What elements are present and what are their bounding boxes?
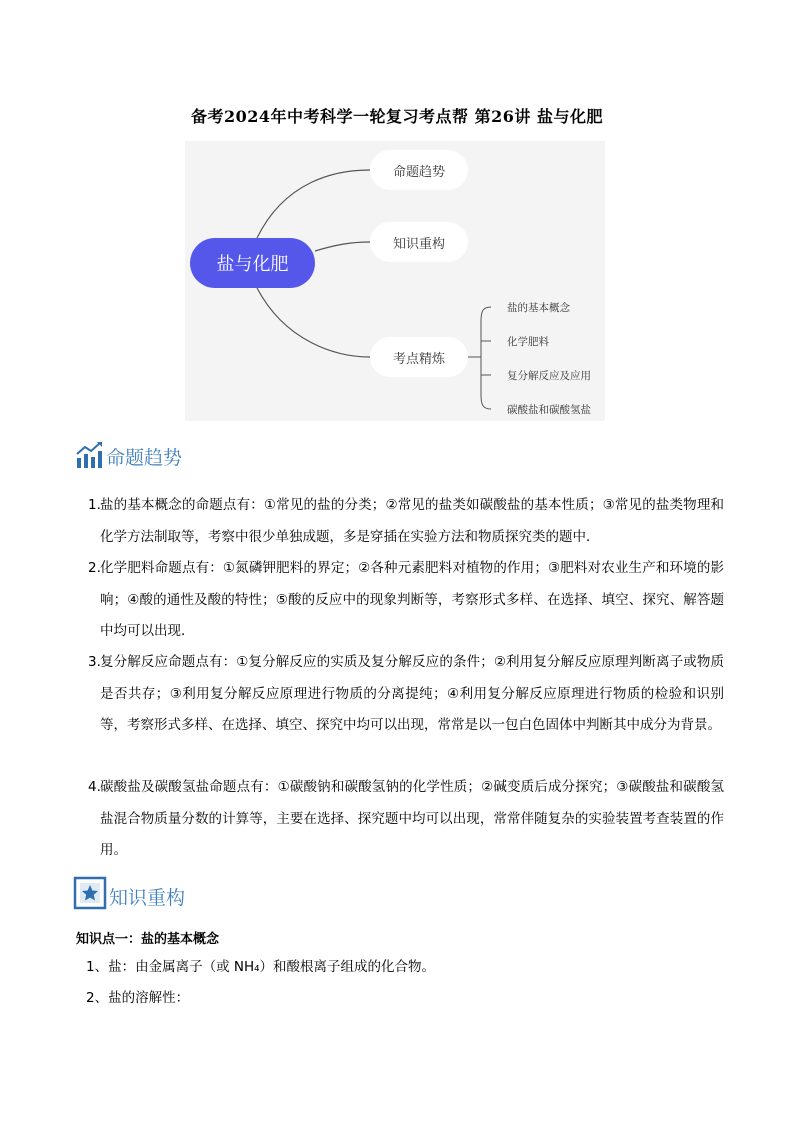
mind-map-branch-knowledge: 知识重构 [370, 222, 468, 262]
mind-map-leaf: 复分解反应及应用 [507, 370, 591, 382]
trend-item-number: 4. [88, 779, 101, 795]
chart-trend-icon [74, 440, 104, 470]
knowledge-line: 1、盐：由金属离子（或 NH₄）和酸根离子组成的化合物。 [86, 959, 436, 975]
trend-item-text: 化学肥料命题点有：①氮磷钾肥料的界定；②各种元素肥料对植物的作用；③肥料对农业生产和环境的影响；④酸的通性及酸的特性；⑤酸的反应中的现象判断等，考察形式多样、在选择、填空、探究、解答题中均可以出现． [100, 560, 724, 639]
star-document-icon [73, 876, 107, 910]
mind-map-leaf: 化学肥料 [507, 336, 549, 348]
trend-item [88, 772, 724, 867]
page-title: 备考2024年中考科学一轮复习考点帮 第26讲 盐与化肥 [191, 107, 603, 126]
knowledge-point-title: 知识点一：盐的基本概念 [76, 932, 220, 947]
trend-item [88, 647, 724, 742]
section-heading-label: 命题趋势 [106, 447, 183, 469]
mind-map-center: 盐与化肥 [190, 238, 315, 288]
trend-item-text: 碳酸盐及碳酸氢盐命题点有：①碳酸钠和碳酸氢钠的化学性质；②碱变质后成分探究；③碳酸盐和碳酸氢盐混合物质量分数的计算等，主要在选择、探究题中均可以出现，常常伴随复杂的实验装置考查装置的作用。 [100, 779, 724, 858]
section-heading-label: 知识重构 [109, 887, 186, 909]
trend-item-number: 2. [88, 560, 101, 576]
trend-item-text: 复分解反应命题点有：①复分解反应的实质及复分解反应的条件；②利用复分解反应原理判断离子或物质是否共存；③利用复分解反应原理进行物质的分离提纯；④利用复分解反应原理进行物质的检验和识别等，考察形式多样、在选择、填空、探究中均可以出现，常常是以一包白色固体中判断其中成分为背景。 [100, 654, 724, 733]
mind-map-branch-trend: 命题趋势 [370, 150, 468, 190]
section-heading-knowledge [73, 876, 185, 910]
section-heading-trend [74, 440, 182, 470]
mind-map-leaf: 碳酸盐和碳酸氢盐 [507, 404, 591, 416]
trend-item [88, 490, 724, 553]
mind-map [185, 141, 605, 421]
trend-item-number: 3. [88, 654, 101, 670]
mind-map-branch-points: 考点精炼 [370, 337, 468, 377]
trend-item [88, 553, 724, 648]
mind-map-leaf: 盐的基本概念 [507, 302, 570, 314]
knowledge-line: 2、盐的溶解性： [86, 990, 190, 1006]
trend-item-text: 盐的基本概念的命题点有：①常见的盐的分类；②常见的盐类如碳酸盐的基本性质；③常见的盐类物理和化学方法制取等，考察中很少单独成题，多是穿插在实验方法和物质探究类的题中． [100, 497, 724, 545]
trend-item-number: 1. [88, 497, 101, 513]
